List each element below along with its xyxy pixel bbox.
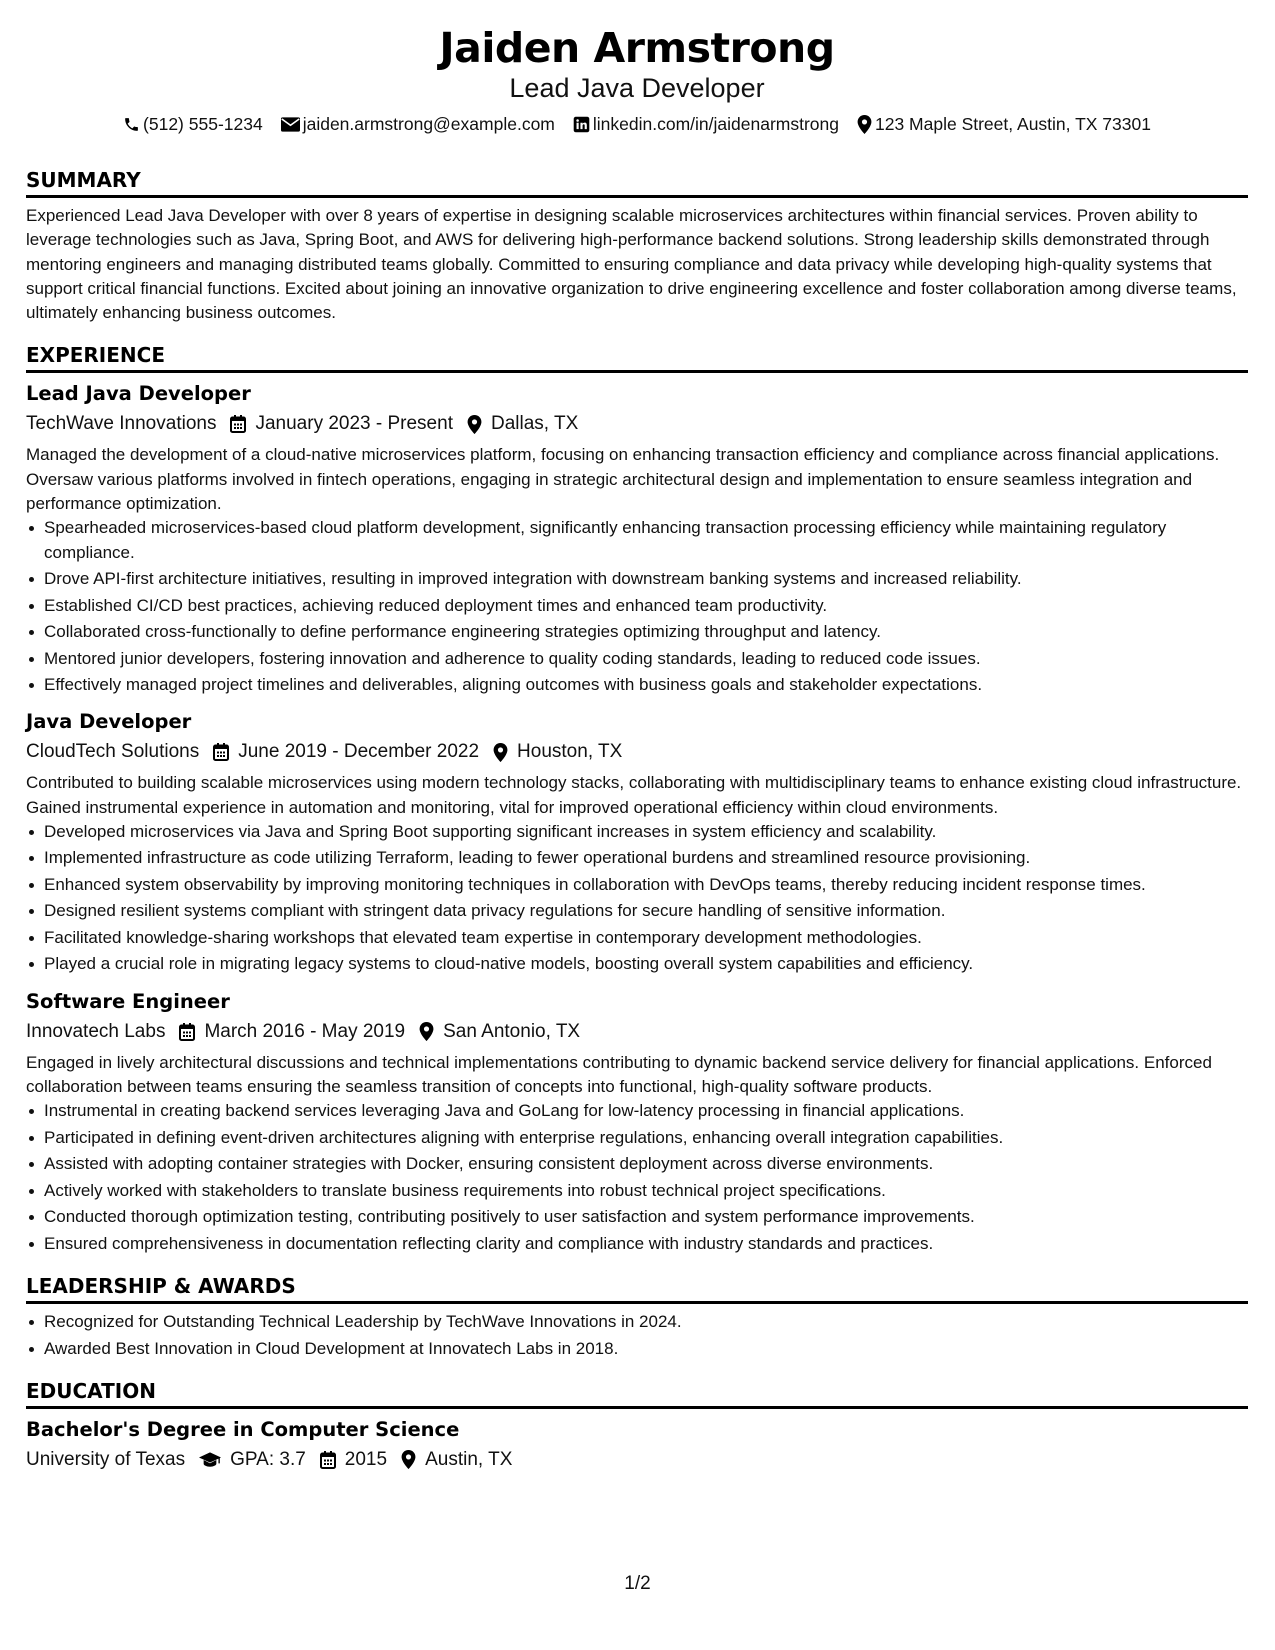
list-item: Spearheaded microservices-based cloud platform development, significantly enhancing transaction processing efficiency while maintaining regulatory compliance.: [44, 516, 1248, 565]
linkedin-icon: [573, 116, 590, 133]
education-heading: EDUCATION: [26, 1377, 1248, 1409]
experience-heading: EXPERIENCE: [26, 341, 1248, 373]
list-item: Conducted thorough optimization testing, contributing positively to user satisfaction and system performance improvements.: [44, 1205, 1248, 1229]
job-dates: January 2023 - Present: [255, 413, 453, 435]
phone-icon: [123, 116, 140, 133]
address-text: 123 Maple Street, Austin, TX 73301: [874, 114, 1151, 134]
list-item: Participated in defining event-driven architectures aligning with enterprise regulations, enhancing overall integration capabilities.: [44, 1126, 1248, 1150]
job-meta: [26, 737, 1248, 767]
job-meta: [26, 1017, 1248, 1047]
contact-phone: [123, 112, 263, 136]
map-pin-icon: [857, 115, 872, 134]
list-item: Awarded Best Innovation in Cloud Development at Innovatech Labs in 2018.: [44, 1337, 1248, 1361]
summary-heading: SUMMARY: [26, 166, 1248, 198]
job-bullets: [26, 1099, 1248, 1256]
resume-header: [26, 22, 1248, 136]
list-item: Actively worked with stakeholders to translate business requirements into robust technical project specifications.: [44, 1179, 1248, 1203]
calendar-icon: [320, 1451, 336, 1469]
candidate-name: Jaiden Armstrong: [439, 24, 835, 72]
list-item: Designed resilient systems compliant with stringent data privacy regulations for secure handling of sensitive information.: [44, 899, 1248, 923]
list-item: Ensured comprehensiveness in documentation reflecting clarity and compliance with industry standards and practices.: [44, 1232, 1248, 1256]
contact-row: [26, 112, 1248, 136]
contact-linkedin[interactable]: [573, 112, 839, 136]
list-item: Recognized for Outstanding Technical Leadership by TechWave Innovations in 2024.: [44, 1310, 1248, 1334]
job-list: [26, 379, 1248, 1256]
company-name: Innovatech Labs: [26, 1020, 166, 1042]
company-name: TechWave Innovations: [26, 413, 217, 435]
map-pin-icon: [467, 415, 482, 434]
job-bullets: [26, 820, 1248, 977]
job-description: Managed the development of a cloud-native microservices platform, focusing on enhancing transaction efficiency and compliance across financial applications. Oversaw various platforms involved in fintech operations, engaging in strategic architectural design and implementation to ensure seamless integration and performance optimization.: [26, 445, 1220, 514]
job-location: Dallas, TX: [490, 413, 579, 435]
company-name: CloudTech Solutions: [26, 741, 200, 763]
graduation-cap-icon: [199, 1452, 221, 1468]
envelope-icon: [281, 117, 300, 132]
list-item: Collaborated cross-functionally to define performance engineering strategies optimizing throughput and latency.: [44, 620, 1248, 644]
calendar-icon: [179, 1023, 195, 1041]
contact-address: [857, 112, 1151, 136]
school-name: University of Texas: [26, 1448, 186, 1470]
job-location: Houston, TX: [517, 741, 623, 763]
list-item: Drove API-first architecture initiatives, resulting in improved integration with downstream banking systems and increased reliability.: [44, 567, 1248, 591]
list-item: Mentored junior developers, fostering innovation and adherence to quality coding standards, leading to reduced code issues.: [44, 647, 1248, 671]
list-item: Instrumental in creating backend services leveraging Java and GoLang for low-latency processing in financial applications.: [44, 1099, 1248, 1123]
degree-title: Bachelor's Degree in Computer Science: [26, 1417, 460, 1441]
job-entry: [26, 987, 1248, 1256]
job-meta: [26, 409, 1248, 439]
awards-list: [26, 1310, 1248, 1361]
job-dates: June 2019 - December 2022: [238, 741, 480, 763]
list-item: Implemented infrastructure as code utilizing Terraform, leading to fewer operational burdens and streamlined resource provisioning.: [44, 846, 1248, 870]
experience-section: [26, 341, 1248, 1256]
summary-section: [26, 166, 1248, 325]
page-number: 1/2: [624, 1573, 651, 1594]
job-title: Lead Java Developer: [26, 382, 251, 406]
calendar-icon: [230, 415, 246, 433]
candidate-role: Lead Java Developer: [509, 73, 765, 103]
map-pin-icon: [493, 743, 508, 762]
resume-page: [26, 22, 1248, 1479]
list-item: Played a crucial role in migrating legacy systems to cloud-native models, boosting overall system capabilities and efficiency.: [44, 952, 1248, 976]
job-description: Engaged in lively architectural discussions and technical implementations contributing to dynamic backend service delivery for financial applications. Enforced collaboration between teams ensuring the seamless transition of concepts into functional, high-quality software products.: [26, 1052, 1212, 1096]
education-location: Austin, TX: [425, 1448, 513, 1470]
summary-text: Experienced Lead Java Developer with over 8 years of expertise in designing scalable microservices architectures within financial services. Proven ability to leverage technologies such as Java, Spring Boot, and AWS for delivering high-performance backend solutions. Strong leadership skills demonstrated through mentoring engineers and managing distributed teams globally. Committed to ensuring compliance and data privacy while developing high-quality systems that support critical financial functions. Excited about joining an innovative organization to drive engineering excellence and foster collaboration among diverse teams, ultimately enhancing business outcomes.: [26, 206, 1237, 323]
list-item: Facilitated knowledge-sharing workshops that elevated team expertise in contemporary development methodologies.: [44, 926, 1248, 950]
job-bullets: [26, 516, 1248, 697]
job-description: Contributed to building scalable microservices using modern technology stacks, collaborating with multidisciplinary teams to enhance existing cloud infrastructure. Gained instrumental experience in automation and monitoring, vital for improved operational efficiency within cloud environments.: [26, 773, 1242, 817]
list-item: Developed microservices via Java and Spring Boot supporting significant increases in system efficiency and scalability.: [44, 820, 1248, 844]
calendar-icon: [213, 743, 229, 761]
list-item: Assisted with adopting container strategies with Docker, ensuring consistent deployment across diverse environments.: [44, 1152, 1248, 1176]
job-entry: [26, 379, 1248, 697]
job-location: San Antonio, TX: [443, 1020, 581, 1042]
job-entry: [26, 707, 1248, 976]
graduation-year: 2015: [344, 1448, 388, 1470]
contact-email[interactable]: [281, 112, 555, 136]
leadership-section: [26, 1272, 1248, 1361]
list-item: Effectively managed project timelines and deliverables, aligning outcomes with business goals and stakeholder expectations.: [44, 673, 1248, 697]
map-pin-icon: [419, 1022, 434, 1041]
list-item: Established CI/CD best practices, achieving reduced deployment times and enhanced team productivity.: [44, 594, 1248, 618]
map-pin-icon: [401, 1450, 416, 1469]
linkedin-text[interactable]: linkedin.com/in/jaidenarmstrong: [592, 114, 839, 134]
email-text[interactable]: jaiden.armstrong@example.com: [302, 114, 555, 134]
job-title: Software Engineer: [26, 989, 230, 1013]
gpa-text: GPA: 3.7: [230, 1448, 306, 1470]
job-title: Java Developer: [26, 710, 192, 734]
phone-text: (512) 555-1234: [143, 114, 263, 134]
list-item: Enhanced system observability by improving monitoring techniques in collaboration with DevOps teams, thereby reducing incident response times.: [44, 873, 1248, 897]
job-dates: March 2016 - May 2019: [204, 1020, 406, 1042]
education-meta: [26, 1445, 1248, 1475]
education-section: [26, 1377, 1248, 1475]
leadership-heading: LEADERSHIP & AWARDS: [26, 1272, 1248, 1304]
